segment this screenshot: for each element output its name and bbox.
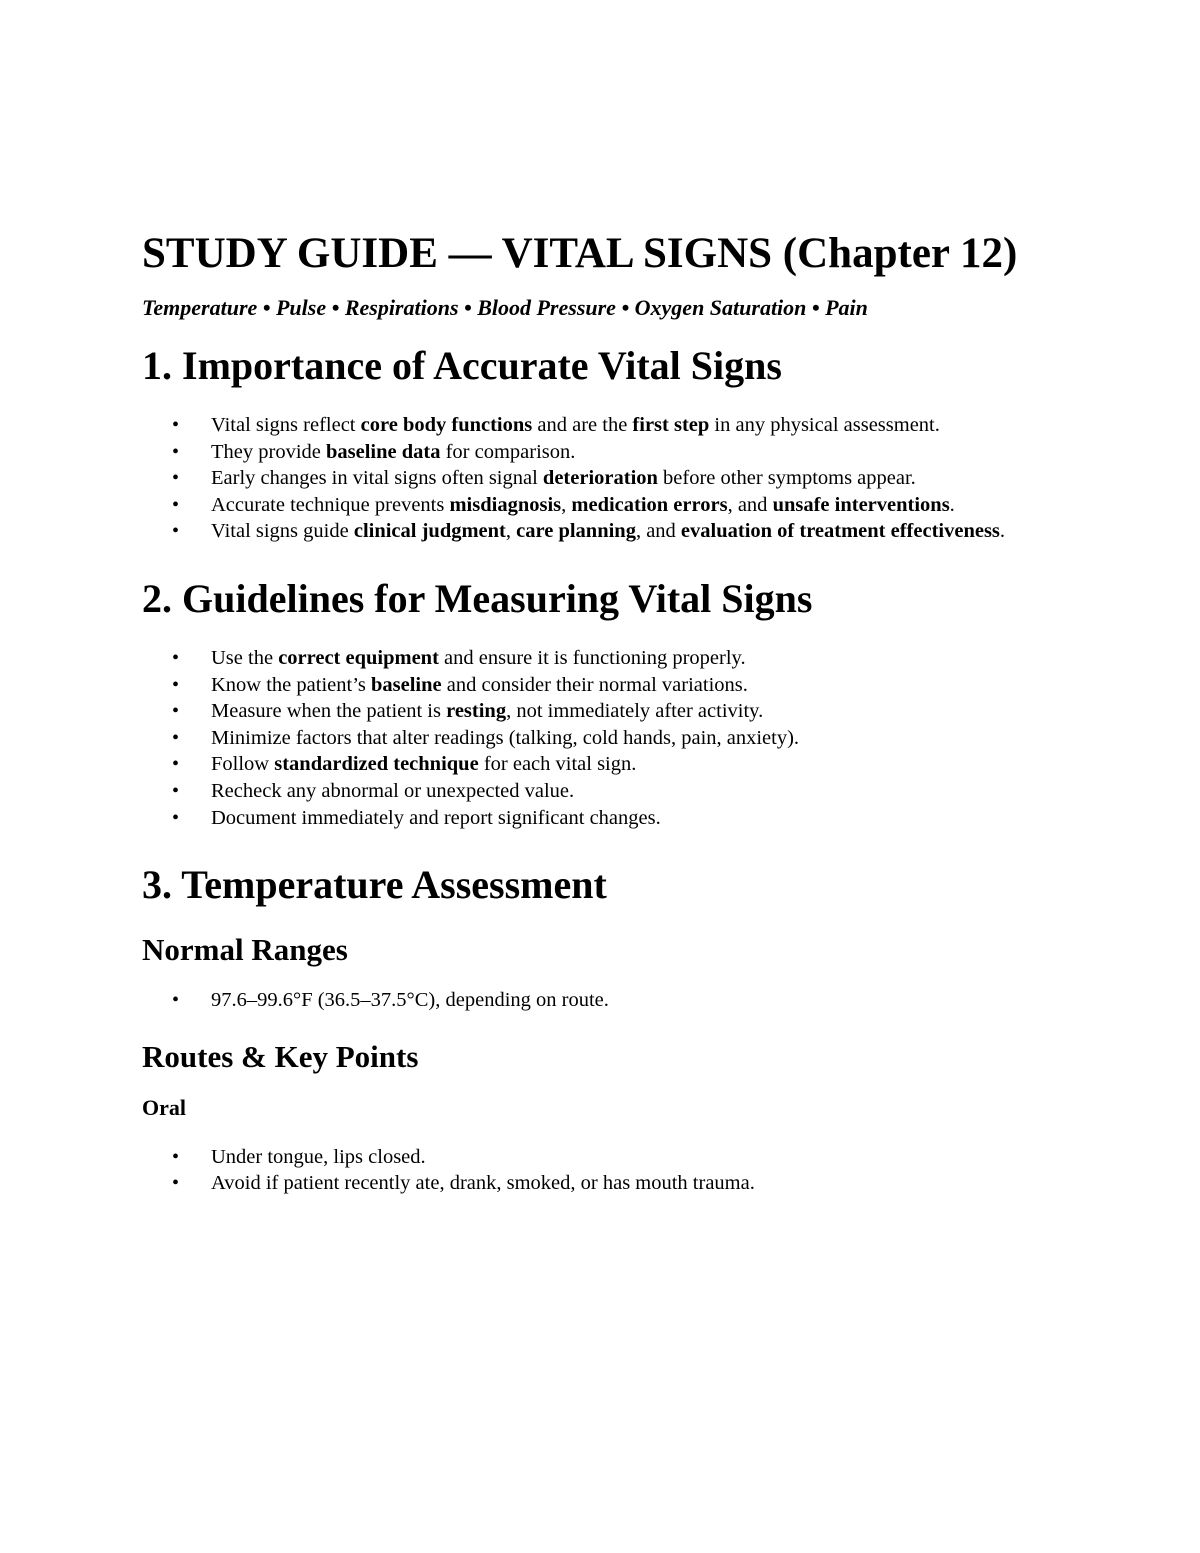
list-item: • Avoid if patient recently ate, drank, smoked, or has mouth trauma.: [142, 1170, 1072, 1197]
list-item: • Vital signs reflect core body functions and are the first step in any physical assessment.: [142, 412, 1072, 439]
document-content: [142, 228, 1072, 1197]
bold-term: misdiagnosis: [449, 493, 562, 516]
section-heading-guidelines: 2. Guidelines for Measuring Vital Signs: [142, 575, 813, 621]
list-item: • Follow standardized technique for each vital sign.: [142, 751, 1072, 778]
list-item: • Document immediately and report significant changes.: [142, 805, 1072, 832]
bold-term: care planning: [516, 520, 636, 543]
list-item: • Minimize factors that alter readings (talking, cold hands, pain, anxiety).: [142, 725, 1072, 752]
bold-term: clinical judgment: [353, 520, 506, 543]
bold-term: resting: [446, 700, 507, 723]
bold-term: first step: [632, 414, 710, 436]
list-item: • Measure when the patient is resting, not immediately after activity.: [142, 698, 1072, 725]
bold-term: deterioration: [542, 467, 658, 490]
oral-list: [142, 1144, 1072, 1197]
bold-term: baseline data: [326, 440, 441, 463]
list-item: • Vital signs guide clinical judgment, care planning, and evaluation of treatment effectiveness.: [142, 518, 1072, 545]
subheading-normal-ranges: Normal Ranges: [142, 932, 348, 968]
document-title: STUDY GUIDE — VITAL SIGNS (Chapter 12): [142, 230, 1018, 277]
subheading-routes: Routes & Key Points: [142, 1038, 419, 1074]
normal-ranges-list: [142, 987, 1072, 1014]
section-heading-importance: 1. Importance of Accurate Vital Signs: [142, 343, 782, 388]
importance-list: [142, 412, 1072, 545]
subheading-oral: Oral: [142, 1094, 186, 1120]
bold-term: evaluation of treatment effectiveness: [680, 520, 1000, 543]
list-item: • Know the patient’s baseline and consider their normal variations.: [142, 672, 1072, 699]
bold-term: correct equipment: [278, 646, 439, 669]
list-item: • Under tongue, lips closed.: [142, 1144, 1072, 1171]
bold-term: standardized technique: [274, 753, 479, 776]
section-heading-temperature: 3. Temperature Assessment: [142, 862, 607, 908]
bold-term: baseline: [371, 673, 442, 696]
list-item: • Accurate technique prevents misdiagnosis, medication errors, and unsafe interventions.: [142, 492, 1072, 519]
list-item: • Recheck any abnormal or unexpected value.: [142, 778, 1072, 805]
list-item: • Early changes in vital signs often signal deterioration before other symptoms appear.: [142, 465, 1072, 492]
guidelines-list: [142, 645, 1072, 831]
bold-term: medication errors: [571, 493, 728, 516]
bold-term: unsafe interventions: [772, 493, 950, 516]
list-item: • Use the correct equipment and ensure it is functioning properly.: [142, 645, 1072, 672]
list-item: • They provide baseline data for comparison.: [142, 439, 1072, 466]
bold-term: core body functions: [360, 414, 533, 436]
list-item: • 97.6–99.6°F (36.5–37.5°C), depending on route.: [142, 987, 1072, 1014]
document-subtitle: Temperature • Pulse • Respirations • Blood Pressure • Oxygen Saturation • Pain: [142, 295, 868, 320]
